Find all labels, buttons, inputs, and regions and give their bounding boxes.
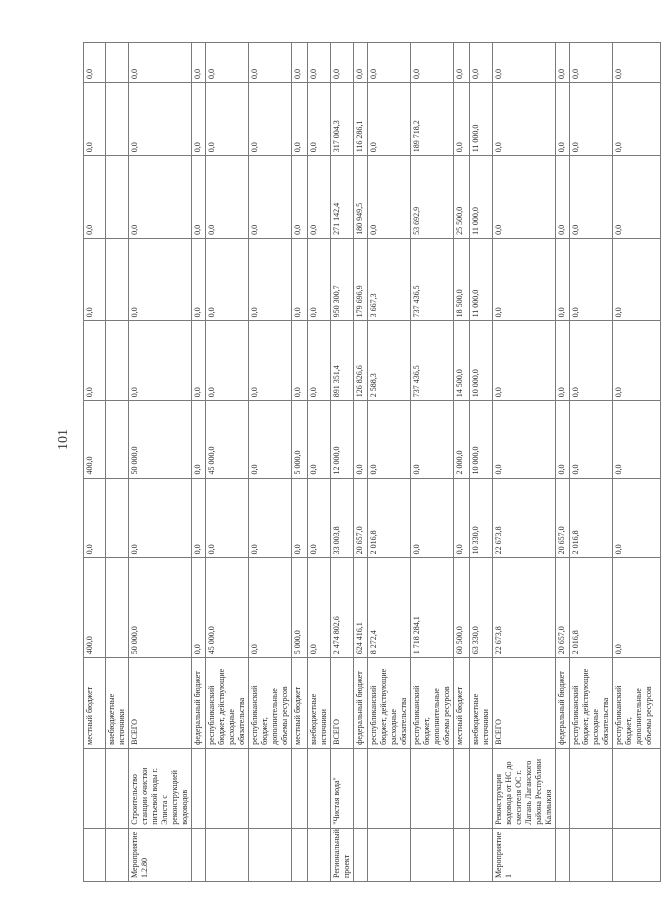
value-cell: 0,0 bbox=[493, 83, 556, 156]
funding-source-cell: внебюджетные источники bbox=[106, 658, 129, 749]
value-cell: 50 000,0 bbox=[129, 558, 192, 658]
value-cell: 0,0 bbox=[368, 83, 411, 156]
value-cell: 0,0 bbox=[249, 478, 292, 558]
table-row bbox=[129, 43, 192, 882]
value-cell: 5 000,0 bbox=[292, 558, 308, 658]
value-cell: 0,0 bbox=[206, 156, 249, 239]
value-cell: 0,0 bbox=[308, 401, 331, 478]
value-cell: 0,0 bbox=[249, 83, 292, 156]
table-row bbox=[331, 43, 354, 882]
value-cell: 0,0 bbox=[308, 321, 331, 401]
funding-source-cell: местный бюджет bbox=[454, 658, 470, 749]
measure-cell bbox=[613, 828, 661, 881]
table-row bbox=[556, 43, 570, 882]
value-cell: 0,0 bbox=[129, 478, 192, 558]
value-cell: 126 826,6 bbox=[354, 321, 368, 401]
description-cell bbox=[249, 748, 292, 828]
table-row bbox=[454, 43, 470, 882]
table-row bbox=[292, 43, 308, 882]
value-cell: 0,0 bbox=[292, 83, 308, 156]
value-cell: 0,0 bbox=[570, 401, 613, 478]
table-row bbox=[493, 43, 556, 882]
value-cell: 737 436,5 bbox=[411, 321, 454, 401]
value-cell: 0,0 bbox=[129, 43, 192, 83]
funding-source-cell: внебюджетные источники bbox=[470, 658, 493, 749]
funding-source-cell: местный бюджет bbox=[84, 658, 106, 749]
value-cell: 271 142,4 bbox=[331, 156, 354, 239]
value-cell: 950 300,7 bbox=[331, 238, 354, 321]
value-cell: 60 500,0 bbox=[454, 558, 470, 658]
value-cell: 0,0 bbox=[249, 43, 292, 83]
value-cell: 0,0 bbox=[570, 156, 613, 239]
value-cell: 2 016,8 bbox=[368, 478, 411, 558]
value-cell: 0,0 bbox=[192, 321, 206, 401]
value-cell: 0,0 bbox=[411, 43, 454, 83]
value-cell bbox=[106, 156, 129, 239]
funding-source-cell: республиканский бюджет, действующие расходные обязательства bbox=[368, 658, 411, 749]
funding-source-cell: федеральный бюджет bbox=[192, 658, 206, 749]
value-cell: 0,0 bbox=[613, 43, 661, 83]
value-cell bbox=[106, 321, 129, 401]
value-cell: 0,0 bbox=[613, 156, 661, 239]
description-cell bbox=[206, 748, 249, 828]
value-cell: 12 000,0 bbox=[331, 401, 354, 478]
value-cell: 624 416,1 bbox=[354, 558, 368, 658]
value-cell: 0,0 bbox=[613, 83, 661, 156]
value-cell: 18 500,0 bbox=[454, 238, 470, 321]
value-cell: 0,0 bbox=[556, 238, 570, 321]
measure-cell bbox=[411, 828, 454, 881]
funding-source-cell: республиканский бюджет, дополнительные объемы ресурсов bbox=[249, 658, 292, 749]
value-cell: 0,0 bbox=[493, 238, 556, 321]
budget-table bbox=[83, 42, 661, 882]
value-cell: 5 000,0 bbox=[292, 401, 308, 478]
value-cell: 0,0 bbox=[292, 478, 308, 558]
value-cell: 2 000,0 bbox=[454, 401, 470, 478]
value-cell: 10 330,0 bbox=[470, 478, 493, 558]
measure-cell bbox=[454, 828, 470, 881]
value-cell: 0,0 bbox=[129, 83, 192, 156]
table-row bbox=[192, 43, 206, 882]
value-cell: 0,0 bbox=[206, 83, 249, 156]
measure-cell bbox=[368, 828, 411, 881]
measure-cell bbox=[84, 828, 106, 881]
measure-cell bbox=[249, 828, 292, 881]
measure-cell bbox=[570, 828, 613, 881]
table-row bbox=[106, 43, 129, 882]
funding-source-cell: местный бюджет bbox=[292, 658, 308, 749]
value-cell: 0,0 bbox=[249, 321, 292, 401]
value-cell: 0,0 bbox=[84, 238, 106, 321]
funding-source-cell: республиканский бюджет, действующие расходные обязательства bbox=[206, 658, 249, 749]
value-cell: 20 657,0 bbox=[556, 478, 570, 558]
description-cell bbox=[368, 748, 411, 828]
value-cell: 0,0 bbox=[84, 156, 106, 239]
value-cell: 0,0 bbox=[308, 83, 331, 156]
table-row bbox=[84, 43, 106, 882]
value-cell: 0,0 bbox=[556, 321, 570, 401]
measure-cell bbox=[354, 828, 368, 881]
value-cell: 0,0 bbox=[192, 83, 206, 156]
table-row bbox=[249, 43, 292, 882]
value-cell: 0,0 bbox=[354, 401, 368, 478]
value-cell: 116 286,1 bbox=[354, 83, 368, 156]
funding-source-cell: федеральный бюджет bbox=[556, 658, 570, 749]
value-cell: 25 500,0 bbox=[454, 156, 470, 239]
funding-source-cell: ВСЕГО bbox=[493, 658, 556, 749]
value-cell: 0,0 bbox=[354, 43, 368, 83]
value-cell: 0,0 bbox=[556, 43, 570, 83]
value-cell: 737 436,5 bbox=[411, 238, 454, 321]
description-cell bbox=[308, 748, 331, 828]
value-cell bbox=[106, 401, 129, 478]
value-cell: 0,0 bbox=[368, 401, 411, 478]
value-cell: 0,0 bbox=[308, 478, 331, 558]
measure-cell bbox=[308, 828, 331, 881]
value-cell: 0,0 bbox=[613, 321, 661, 401]
value-cell: 0,0 bbox=[206, 478, 249, 558]
value-cell: 22 673,8 bbox=[493, 478, 556, 558]
table-row bbox=[354, 43, 368, 882]
value-cell: 0,0 bbox=[129, 238, 192, 321]
value-cell: 0,0 bbox=[493, 156, 556, 239]
value-cell: 0,0 bbox=[84, 321, 106, 401]
value-cell: 0,0 bbox=[454, 83, 470, 156]
value-cell: 0,0 bbox=[84, 478, 106, 558]
description-cell: Реконструкция водовода от НС до смесителя ОС г. Лагань Лаганского района Республики Калмыкия bbox=[493, 748, 556, 828]
value-cell: 0,0 bbox=[493, 43, 556, 83]
value-cell: 0,0 bbox=[556, 401, 570, 478]
value-cell: 45 000,0 bbox=[206, 558, 249, 658]
value-cell: 0,0 bbox=[570, 83, 613, 156]
measure-cell bbox=[556, 828, 570, 881]
value-cell: 0,0 bbox=[493, 321, 556, 401]
value-cell: 0,0 bbox=[129, 321, 192, 401]
value-cell: 0,0 bbox=[454, 478, 470, 558]
value-cell: 20 657,0 bbox=[556, 558, 570, 658]
measure-cell bbox=[192, 828, 206, 881]
table-row bbox=[206, 43, 249, 882]
value-cell: 10 000,0 bbox=[470, 401, 493, 478]
value-cell: 0,0 bbox=[292, 156, 308, 239]
value-cell: 0,0 bbox=[308, 156, 331, 239]
value-cell: 0,0 bbox=[308, 43, 331, 83]
value-cell: 0,0 bbox=[192, 43, 206, 83]
value-cell: 50 000,0 bbox=[129, 401, 192, 478]
description-cell bbox=[354, 748, 368, 828]
value-cell: 0,0 bbox=[249, 558, 292, 658]
description-cell bbox=[192, 748, 206, 828]
description-cell bbox=[292, 748, 308, 828]
value-cell: 0,0 bbox=[206, 43, 249, 83]
description-cell bbox=[84, 748, 106, 828]
value-cell: 11 000,0 bbox=[470, 156, 493, 239]
measure-cell bbox=[292, 828, 308, 881]
value-cell: 0,0 bbox=[411, 401, 454, 478]
value-cell: 0,0 bbox=[84, 43, 106, 83]
value-cell: 0,0 bbox=[308, 558, 331, 658]
description-cell bbox=[613, 748, 661, 828]
value-cell: 0,0 bbox=[570, 321, 613, 401]
value-cell bbox=[106, 238, 129, 321]
value-cell: 0,0 bbox=[192, 156, 206, 239]
value-cell: 0,0 bbox=[129, 156, 192, 239]
value-cell: 0,0 bbox=[470, 43, 493, 83]
description-cell bbox=[411, 748, 454, 828]
value-cell: 45 000,0 bbox=[206, 401, 249, 478]
value-cell: 180 949,5 bbox=[354, 156, 368, 239]
value-cell: 317 004,3 bbox=[331, 83, 354, 156]
value-cell bbox=[106, 83, 129, 156]
value-cell: 0,0 bbox=[454, 43, 470, 83]
table-row bbox=[308, 43, 331, 882]
description-cell bbox=[556, 748, 570, 828]
value-cell: 0,0 bbox=[556, 83, 570, 156]
value-cell: 0,0 bbox=[411, 478, 454, 558]
funding-source-cell: ВСЕГО bbox=[331, 658, 354, 749]
value-cell: 2 588,3 bbox=[368, 321, 411, 401]
value-cell: 0,0 bbox=[206, 238, 249, 321]
value-cell: 891 351,4 bbox=[331, 321, 354, 401]
value-cell: 400,0 bbox=[84, 401, 106, 478]
page-number: 101 bbox=[56, 429, 71, 450]
description-cell bbox=[570, 748, 613, 828]
value-cell: 2 016,8 bbox=[570, 478, 613, 558]
value-cell: 0,0 bbox=[249, 238, 292, 321]
value-cell: 0,0 bbox=[331, 43, 354, 83]
value-cell: 2 016,8 bbox=[570, 558, 613, 658]
value-cell: 0,0 bbox=[613, 401, 661, 478]
measure-cell bbox=[106, 828, 129, 881]
value-cell: 0,0 bbox=[308, 238, 331, 321]
value-cell: 179 696,9 bbox=[354, 238, 368, 321]
value-cell: 0,0 bbox=[192, 478, 206, 558]
value-cell: 0,0 bbox=[206, 321, 249, 401]
value-cell: 0,0 bbox=[570, 238, 613, 321]
value-cell bbox=[106, 43, 129, 83]
value-cell bbox=[106, 478, 129, 558]
value-cell: 0,0 bbox=[249, 401, 292, 478]
value-cell: 2 474 802,6 bbox=[331, 558, 354, 658]
measure-cell bbox=[206, 828, 249, 881]
value-cell: 8 272,4 bbox=[368, 558, 411, 658]
value-cell: 0,0 bbox=[192, 401, 206, 478]
funding-source-cell: ВСЕГО bbox=[129, 658, 192, 749]
description-cell bbox=[470, 748, 493, 828]
funding-source-cell: республиканский бюджет, дополнительные объемы ресурсов bbox=[613, 658, 661, 749]
value-cell: 0,0 bbox=[556, 156, 570, 239]
value-cell: 14 500,0 bbox=[454, 321, 470, 401]
budget-table-rotated bbox=[83, 42, 661, 882]
value-cell: 0,0 bbox=[292, 321, 308, 401]
value-cell: 0,0 bbox=[613, 478, 661, 558]
value-cell: 0,0 bbox=[570, 43, 613, 83]
value-cell: 0,0 bbox=[368, 156, 411, 239]
measure-cell bbox=[470, 828, 493, 881]
value-cell: 0,0 bbox=[192, 558, 206, 658]
description-cell: "Чистая вода" bbox=[331, 748, 354, 828]
value-cell: 0,0 bbox=[249, 156, 292, 239]
value-cell: 11 000,0 bbox=[470, 83, 493, 156]
value-cell: 400,0 bbox=[84, 558, 106, 658]
value-cell: 0,0 bbox=[292, 43, 308, 83]
funding-source-cell: республиканский бюджет, действующие расходные обязательства bbox=[570, 658, 613, 749]
table-row bbox=[368, 43, 411, 882]
value-cell: 1 718 284,1 bbox=[411, 558, 454, 658]
description-cell: Строительство станции очистки питьевой воды г. Элиста с реконструкцией водоводов bbox=[129, 748, 192, 828]
table-row bbox=[411, 43, 454, 882]
value-cell: 0,0 bbox=[292, 238, 308, 321]
value-cell: 33 003,8 bbox=[331, 478, 354, 558]
table-row bbox=[570, 43, 613, 882]
value-cell: 0,0 bbox=[613, 558, 661, 658]
measure-cell: Региональный проект bbox=[331, 828, 354, 881]
measure-cell: Мероприятие 1 bbox=[493, 828, 556, 881]
value-cell: 0,0 bbox=[368, 43, 411, 83]
value-cell: 189 718,2 bbox=[411, 83, 454, 156]
value-cell: 11 000,0 bbox=[470, 238, 493, 321]
value-cell: 3 667,3 bbox=[368, 238, 411, 321]
value-cell: 22 673,8 bbox=[493, 558, 556, 658]
value-cell: 20 657,0 bbox=[354, 478, 368, 558]
value-cell: 0,0 bbox=[84, 83, 106, 156]
value-cell: 0,0 bbox=[192, 238, 206, 321]
table-row bbox=[613, 43, 661, 882]
value-cell: 63 330,0 bbox=[470, 558, 493, 658]
funding-source-cell: федеральный бюджет bbox=[354, 658, 368, 749]
value-cell: 0,0 bbox=[613, 238, 661, 321]
description-cell bbox=[106, 748, 129, 828]
value-cell: 0,0 bbox=[493, 401, 556, 478]
funding-source-cell: республиканский бюджет, дополнительные объемы ресурсов bbox=[411, 658, 454, 749]
measure-cell: Мероприятие 1.2.80 bbox=[129, 828, 192, 881]
description-cell bbox=[454, 748, 470, 828]
table-body bbox=[84, 43, 661, 882]
funding-source-cell: внебюджетные источники bbox=[308, 658, 331, 749]
value-cell: 10 000,0 bbox=[470, 321, 493, 401]
value-cell bbox=[106, 558, 129, 658]
value-cell: 53 692,9 bbox=[411, 156, 454, 239]
table-row bbox=[470, 43, 493, 882]
